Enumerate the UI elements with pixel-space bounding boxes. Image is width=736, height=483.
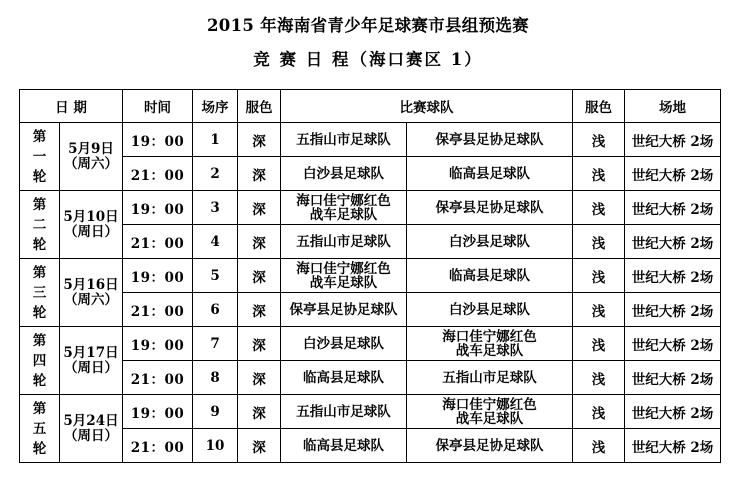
away-team-cell bbox=[407, 225, 573, 259]
round-label-char: 第 bbox=[32, 196, 47, 213]
match-number: 8 bbox=[193, 361, 238, 395]
home-team-cell bbox=[281, 123, 407, 157]
match-row bbox=[20, 395, 721, 429]
match-number: 5 bbox=[193, 259, 238, 293]
away-uniform-color: 浅 bbox=[573, 157, 625, 191]
match-number: 6 bbox=[193, 293, 238, 327]
home-team-name: 五指山市足球队 bbox=[296, 233, 391, 250]
match-number: 7 bbox=[193, 327, 238, 361]
round-label-char: 一 bbox=[32, 148, 47, 165]
match-number: 10 bbox=[193, 429, 238, 463]
home-team-cell bbox=[281, 259, 407, 293]
round-cell bbox=[20, 191, 60, 259]
match-row bbox=[20, 429, 721, 463]
match-number: 1 bbox=[193, 123, 238, 157]
header-date: 日 期 bbox=[20, 90, 123, 123]
time-cell: 21：00 bbox=[123, 361, 193, 395]
match-row bbox=[20, 293, 721, 327]
date-cell bbox=[60, 395, 123, 463]
round-label-char: 第 bbox=[32, 264, 47, 281]
home-team-name: 海口佳宁娜红色 bbox=[296, 260, 391, 277]
round-label-char: 三 bbox=[32, 284, 47, 301]
date-line: 5月24日 bbox=[63, 412, 119, 429]
match-row bbox=[20, 191, 721, 225]
date-cell bbox=[60, 191, 123, 259]
home-team-cell bbox=[281, 157, 407, 191]
round-cell bbox=[20, 123, 60, 191]
time-cell: 21：00 bbox=[123, 225, 193, 259]
date-line: 5月17日 bbox=[63, 344, 119, 361]
away-uniform-color: 浅 bbox=[573, 429, 625, 463]
match-number: 2 bbox=[193, 157, 238, 191]
date-line: 5月9日 bbox=[68, 140, 114, 157]
away-team-cell bbox=[407, 327, 573, 361]
home-uniform-color: 深 bbox=[238, 293, 281, 327]
home-uniform-color: 深 bbox=[238, 395, 281, 429]
home-team-cell bbox=[281, 191, 407, 225]
round-label-char: 轮 bbox=[32, 236, 47, 253]
home-team-name: 五指山市足球队 bbox=[296, 131, 391, 148]
venue-cell: 世纪大桥 2场 bbox=[625, 327, 721, 361]
date-line: （周日） bbox=[64, 427, 118, 444]
home-uniform-color: 深 bbox=[238, 157, 281, 191]
document-subtitle: 竞 赛 日 程（海口赛区 1） bbox=[253, 50, 483, 69]
date-cell bbox=[60, 327, 123, 395]
away-team-name: 保亭县足协足球队 bbox=[435, 131, 544, 148]
venue-cell: 世纪大桥 2场 bbox=[625, 361, 721, 395]
away-uniform-color: 浅 bbox=[573, 361, 625, 395]
date-line: （周六） bbox=[64, 155, 118, 172]
venue-cell: 世纪大桥 2场 bbox=[625, 225, 721, 259]
home-team-name: 保亭县足协足球队 bbox=[289, 301, 398, 318]
date-line: （周日） bbox=[64, 223, 118, 240]
home-uniform-color: 深 bbox=[238, 259, 281, 293]
away-team-cell bbox=[407, 259, 573, 293]
header-venue: 场地 bbox=[625, 90, 721, 123]
home-team-name: 五指山市足球队 bbox=[296, 403, 391, 420]
time-cell: 21：00 bbox=[123, 429, 193, 463]
round-label-char: 轮 bbox=[32, 168, 47, 185]
round-label-char: 轮 bbox=[32, 440, 47, 457]
match-row bbox=[20, 225, 721, 259]
home-uniform-color: 深 bbox=[238, 123, 281, 157]
home-team-name: 战车足球队 bbox=[309, 274, 378, 291]
venue-cell: 世纪大桥 2场 bbox=[625, 395, 721, 429]
header-uniform-away: 服色 bbox=[573, 90, 625, 123]
match-row bbox=[20, 123, 721, 157]
time-cell: 19：00 bbox=[123, 123, 193, 157]
home-uniform-color: 深 bbox=[238, 327, 281, 361]
venue-cell: 世纪大桥 2场 bbox=[625, 429, 721, 463]
round-label-char: 四 bbox=[32, 352, 47, 369]
match-row bbox=[20, 259, 721, 293]
home-team-cell bbox=[281, 293, 407, 327]
away-team-name: 五指山市足球队 bbox=[442, 369, 537, 386]
header-match-no: 场序 bbox=[193, 90, 238, 123]
date-line: 5月16日 bbox=[63, 276, 119, 293]
away-uniform-color: 浅 bbox=[573, 191, 625, 225]
header-teams: 比赛球队 bbox=[281, 90, 573, 123]
away-team-name: 保亭县足协足球队 bbox=[435, 437, 544, 454]
round-label-char: 轮 bbox=[32, 372, 47, 389]
home-uniform-color: 深 bbox=[238, 429, 281, 463]
home-team-name: 战车足球队 bbox=[309, 206, 378, 223]
away-team-cell bbox=[407, 293, 573, 327]
home-team-name: 临高县足球队 bbox=[303, 369, 385, 386]
away-team-cell bbox=[407, 429, 573, 463]
document-title: 2015 年海南省青少年足球赛市县组预选赛 bbox=[207, 16, 529, 35]
away-team-name: 白沙县足球队 bbox=[449, 301, 531, 318]
match-number: 3 bbox=[193, 191, 238, 225]
away-uniform-color: 浅 bbox=[573, 123, 625, 157]
away-team-cell bbox=[407, 123, 573, 157]
away-uniform-color: 浅 bbox=[573, 293, 625, 327]
away-team-name: 海口佳宁娜红色 bbox=[442, 396, 537, 413]
venue-cell: 世纪大桥 2场 bbox=[625, 123, 721, 157]
schedule-table bbox=[19, 89, 721, 463]
date-cell bbox=[60, 123, 123, 191]
away-team-cell bbox=[407, 191, 573, 225]
round-label-char: 第 bbox=[32, 400, 47, 417]
away-team-name: 战车足球队 bbox=[455, 410, 524, 427]
round-label-char: 二 bbox=[32, 216, 47, 233]
home-team-cell bbox=[281, 395, 407, 429]
round-label-char: 第 bbox=[32, 332, 47, 349]
away-team-name: 临高县足球队 bbox=[449, 267, 531, 284]
match-number: 9 bbox=[193, 395, 238, 429]
away-team-cell bbox=[407, 361, 573, 395]
home-team-cell bbox=[281, 361, 407, 395]
round-cell bbox=[20, 327, 60, 395]
round-label-char: 第 bbox=[32, 128, 47, 145]
round-cell bbox=[20, 259, 60, 327]
time-cell: 21：00 bbox=[123, 157, 193, 191]
away-team-name: 白沙县足球队 bbox=[449, 233, 531, 250]
away-team-cell bbox=[407, 395, 573, 429]
header-uniform-home: 服色 bbox=[238, 90, 281, 123]
venue-cell: 世纪大桥 2场 bbox=[625, 259, 721, 293]
match-row bbox=[20, 327, 721, 361]
round-label-char: 五 bbox=[32, 420, 47, 437]
home-team-name: 海口佳宁娜红色 bbox=[296, 192, 391, 209]
away-team-cell bbox=[407, 157, 573, 191]
away-uniform-color: 浅 bbox=[573, 259, 625, 293]
home-team-name: 白沙县足球队 bbox=[303, 335, 385, 352]
round-cell bbox=[20, 395, 60, 463]
away-uniform-color: 浅 bbox=[573, 225, 625, 259]
home-uniform-color: 深 bbox=[238, 361, 281, 395]
away-uniform-color: 浅 bbox=[573, 327, 625, 361]
match-row bbox=[20, 361, 721, 395]
venue-cell: 世纪大桥 2场 bbox=[625, 191, 721, 225]
time-cell: 19：00 bbox=[123, 395, 193, 429]
header-row bbox=[20, 90, 721, 123]
match-row bbox=[20, 157, 721, 191]
venue-cell: 世纪大桥 2场 bbox=[625, 293, 721, 327]
home-team-cell bbox=[281, 429, 407, 463]
away-team-name: 海口佳宁娜红色 bbox=[442, 328, 537, 345]
header-time: 时间 bbox=[123, 90, 193, 123]
away-uniform-color: 浅 bbox=[573, 395, 625, 429]
home-team-cell bbox=[281, 225, 407, 259]
home-uniform-color: 深 bbox=[238, 225, 281, 259]
date-line: （周日） bbox=[64, 359, 118, 376]
time-cell: 19：00 bbox=[123, 191, 193, 225]
away-team-name: 战车足球队 bbox=[455, 342, 524, 359]
home-team-cell bbox=[281, 327, 407, 361]
home-uniform-color: 深 bbox=[238, 191, 281, 225]
match-number: 4 bbox=[193, 225, 238, 259]
time-cell: 19：00 bbox=[123, 259, 193, 293]
date-cell bbox=[60, 259, 123, 327]
away-team-name: 保亭县足协足球队 bbox=[435, 199, 544, 216]
away-team-name: 临高县足球队 bbox=[449, 165, 531, 182]
time-cell: 19：00 bbox=[123, 327, 193, 361]
home-team-name: 白沙县足球队 bbox=[303, 165, 385, 182]
date-line: 5月10日 bbox=[63, 208, 119, 225]
venue-cell: 世纪大桥 2场 bbox=[625, 157, 721, 191]
home-team-name: 临高县足球队 bbox=[303, 437, 385, 454]
time-cell: 21：00 bbox=[123, 293, 193, 327]
date-line: （周六） bbox=[64, 291, 118, 308]
round-label-char: 轮 bbox=[32, 304, 47, 321]
